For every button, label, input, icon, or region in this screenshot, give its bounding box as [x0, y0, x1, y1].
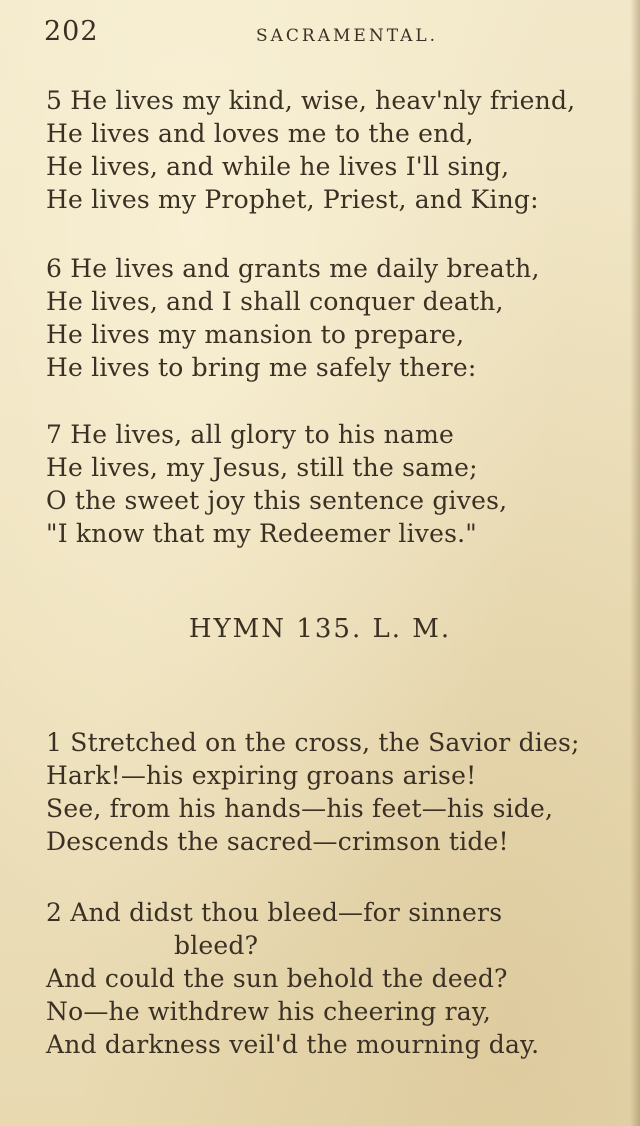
verse-line: He lives my mansion to prepare, [46, 320, 465, 349]
verse-line: He lives my Prophet, Priest, and King: [46, 185, 539, 214]
page-number: 202 [44, 16, 99, 47]
verse-line-continuation: bleed? [174, 931, 259, 960]
stanza-5 [46, 84, 626, 216]
verse-line: O the sweet joy this sentence gives, [46, 486, 508, 515]
verse-line: See, from his hands—his feet—his side, [46, 794, 554, 823]
verse-line: No—he withdrew his cheering ray, [46, 997, 491, 1026]
verse-line: He lives, and while he lives I'll sing, [46, 152, 510, 181]
hymn-stanza-1 [46, 726, 626, 858]
stanza-7 [46, 418, 626, 550]
verse-line: And could the sun behold the deed? [46, 964, 508, 993]
page-edge-shadow [630, 0, 640, 1126]
verse-line: He lives and loves me to the end, [46, 119, 474, 148]
verse-line: He lives, and I shall conquer death, [46, 287, 504, 316]
verse-line: Descends the sacred—crimson tide! [46, 827, 509, 856]
hymn-stanza-2 [46, 896, 626, 1061]
page-header [44, 16, 604, 50]
hymn-title: HYMN 135. L. M. [188, 614, 452, 644]
verse-line: He lives to bring me safely there: [46, 353, 477, 382]
verse-line: 5 He lives my kind, wise, heav'nly friend, [46, 86, 576, 115]
verse-line: 7 He lives, all glory to his name [46, 420, 454, 449]
running-head: SACRAMENTAL. [256, 26, 439, 46]
verse-line: He lives, my Jesus, still the same; [46, 453, 478, 482]
verse-line: Hark!—his expiring groans arise! [46, 761, 477, 790]
stanza-6 [46, 252, 626, 384]
verse-line: And darkness veil'd the mourning day. [46, 1030, 540, 1059]
verse-line: 1 Stretched on the cross, the Savior dies; [46, 728, 580, 757]
verse-line: 6 He lives and grants me daily breath, [46, 254, 540, 283]
verse-line: 2 And didst thou bleed—for sinners [46, 898, 503, 927]
verse-line: "I know that my Redeemer lives." [46, 519, 477, 548]
